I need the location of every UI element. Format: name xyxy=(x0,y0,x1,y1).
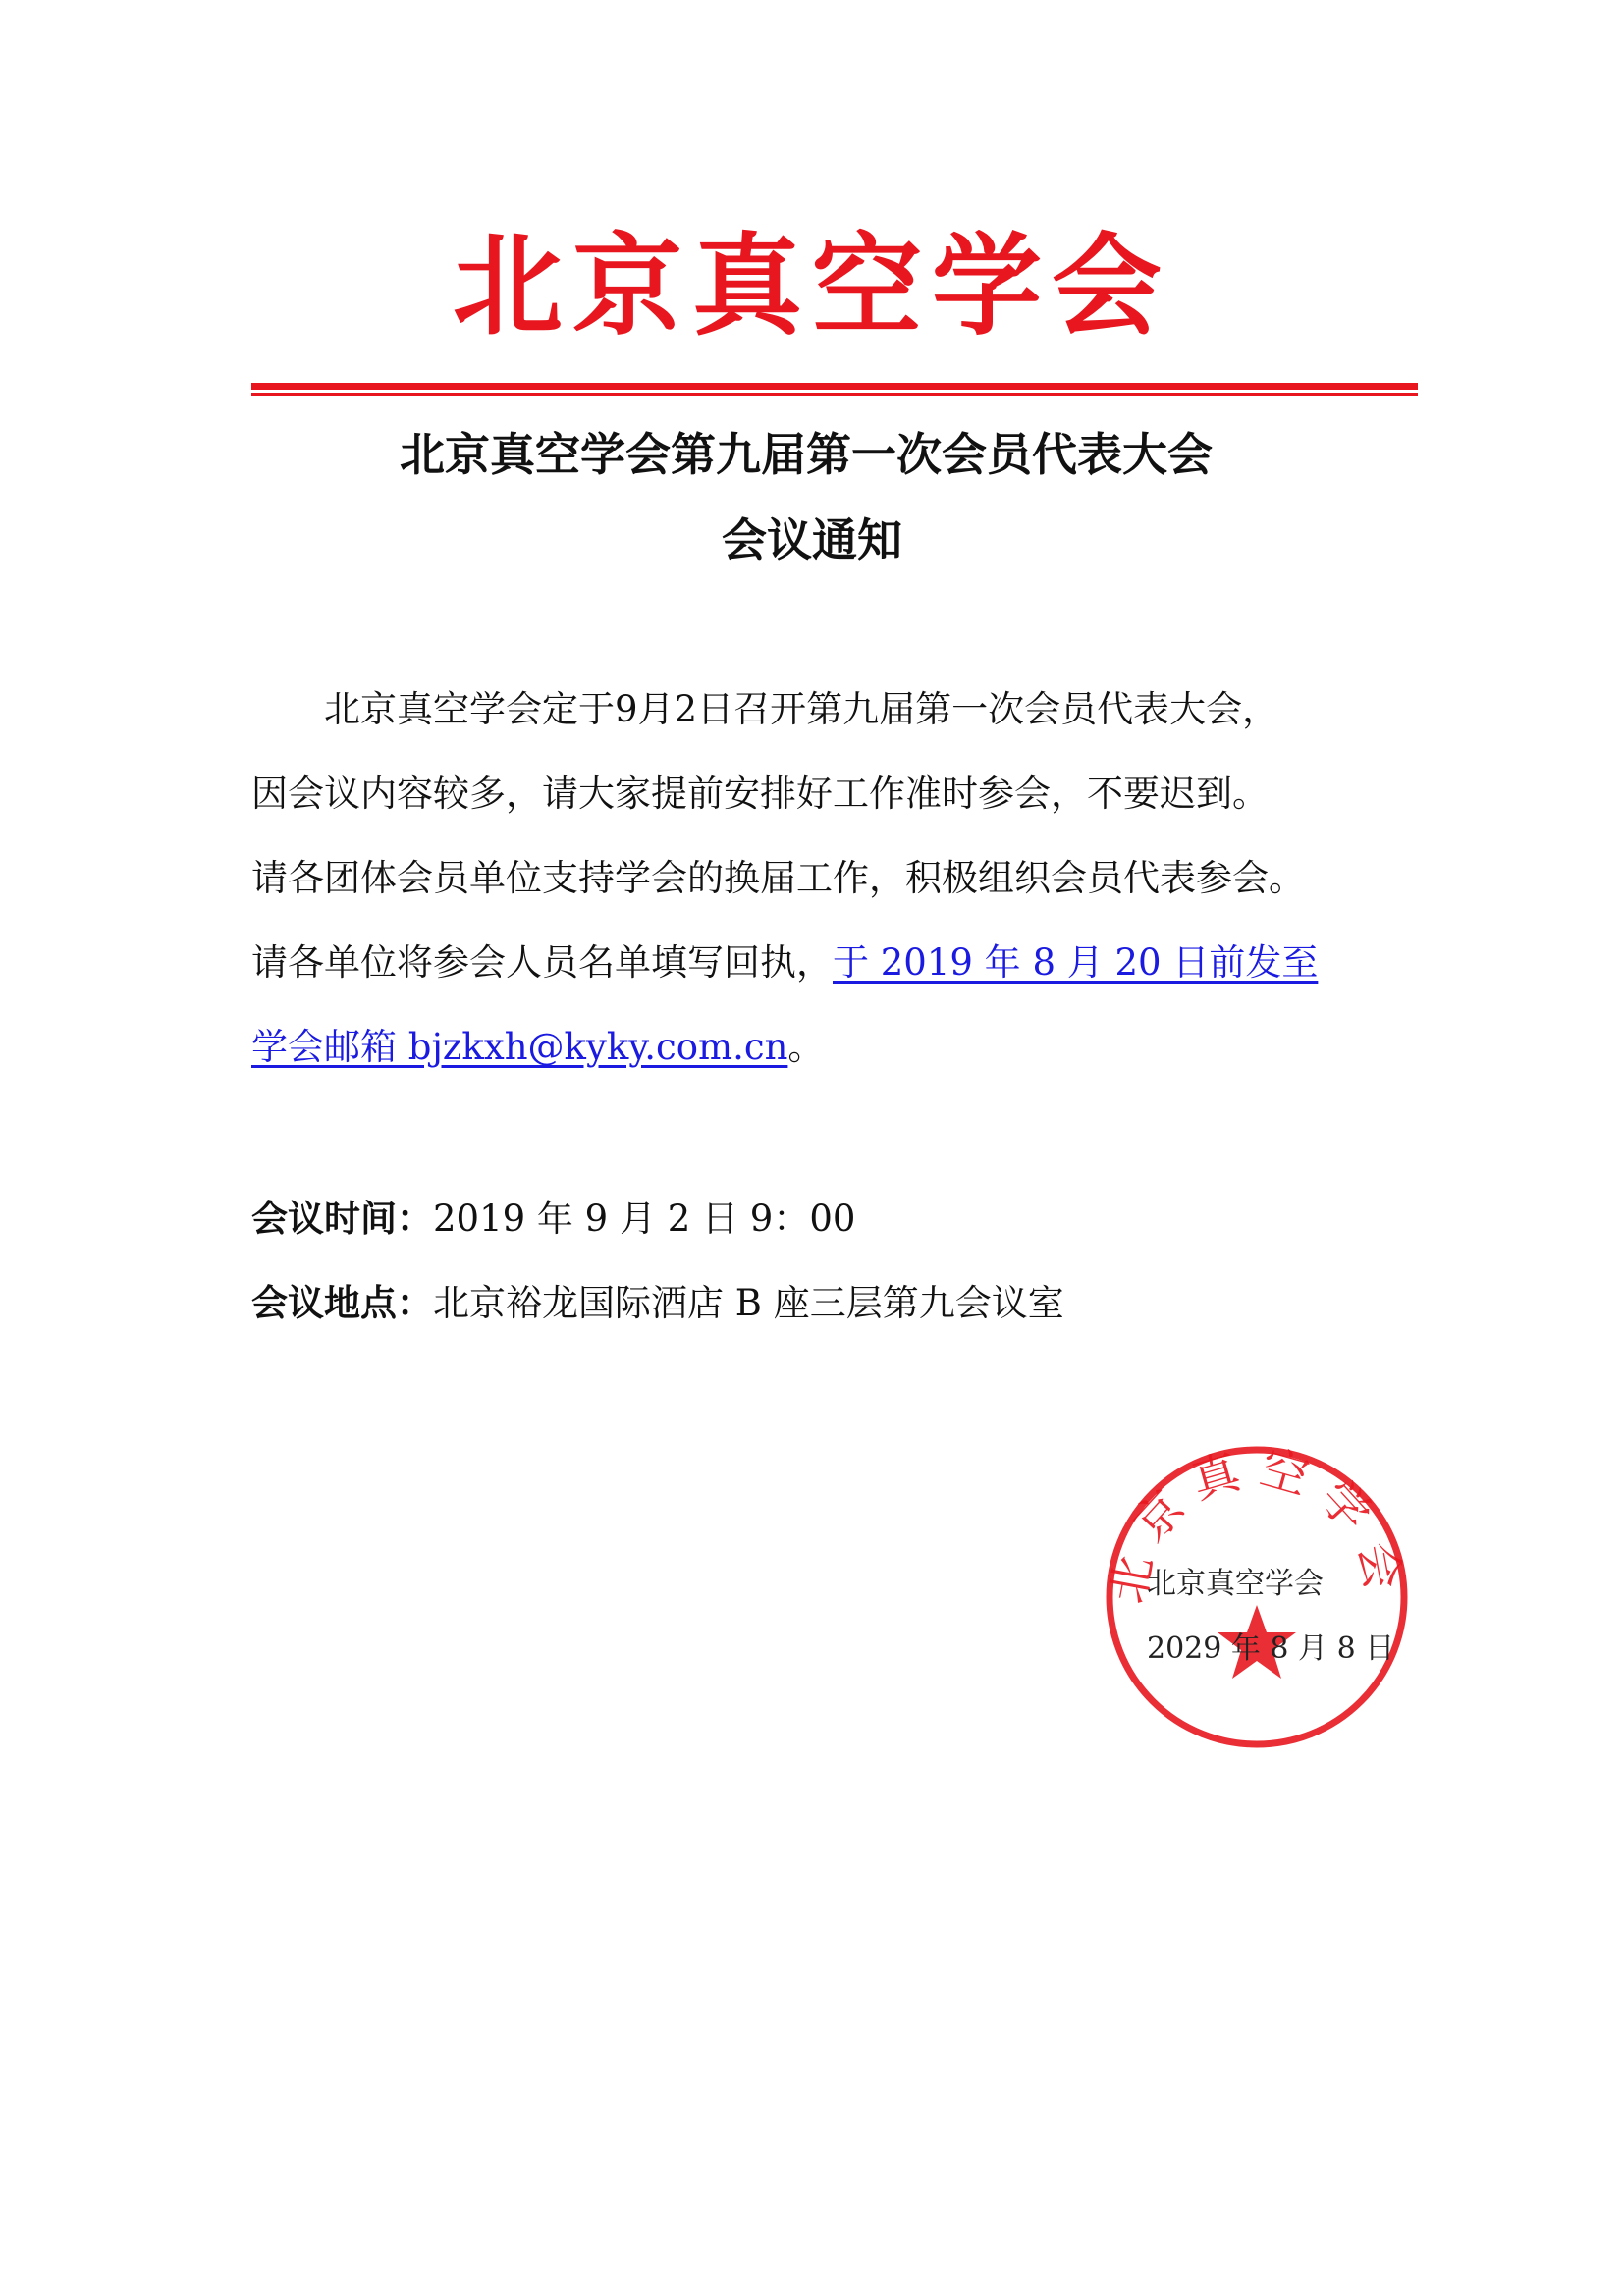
meeting-time-label: 会议时间： xyxy=(251,1198,433,1240)
signature-org: 北京真空学会 xyxy=(1147,1567,1324,1601)
body-line-5-end: 。 xyxy=(787,1026,825,1068)
body-line-4 xyxy=(251,938,1318,988)
body-line-3: 请各团体会员单位支持学会的换届工作，积极组织会员代表参会。 xyxy=(251,857,1305,899)
meeting-time-value: 2019 年 9 月 2 日 9：00 xyxy=(433,1198,856,1240)
body-line-4-text: 请各单位将参会人员名单填写回执， xyxy=(251,941,833,984)
meeting-time xyxy=(251,1195,855,1244)
notice-title-line-2: 会议通知 xyxy=(722,513,902,566)
letterhead-rule-thick xyxy=(251,383,1418,390)
body-line-1: 北京真空学会定于9月2日召开第九届第一次会员代表大会， xyxy=(324,688,1279,730)
notice-title-line-1: 北京真空学会第九届第一次会员代表大会 xyxy=(400,428,1213,481)
svg-text:北京真空学会: 北京真空学会 xyxy=(1100,1440,1414,1608)
email-link[interactable]: 学会邮箱 bjzkxh@kyky.com.cn xyxy=(251,1026,788,1068)
org-letterhead-title: 北京真空学会 xyxy=(453,222,1171,350)
signature-date: 2029 年 8 月 8 日 xyxy=(1147,1631,1395,1666)
body-line-2: 因会议内容较多，请大家提前安排好工作准时参会，不要迟到。 xyxy=(251,773,1269,815)
body-line-5 xyxy=(251,1023,824,1072)
meeting-place-value: 北京裕龙国际酒店 B 座三层第九会议室 xyxy=(433,1282,1064,1324)
meeting-place xyxy=(251,1279,1064,1328)
meeting-place-label: 会议地点： xyxy=(251,1282,433,1324)
deadline-link[interactable]: 于 2019 年 8 月 20 日前发至 xyxy=(833,941,1319,984)
letterhead-rule-thin xyxy=(251,393,1418,396)
